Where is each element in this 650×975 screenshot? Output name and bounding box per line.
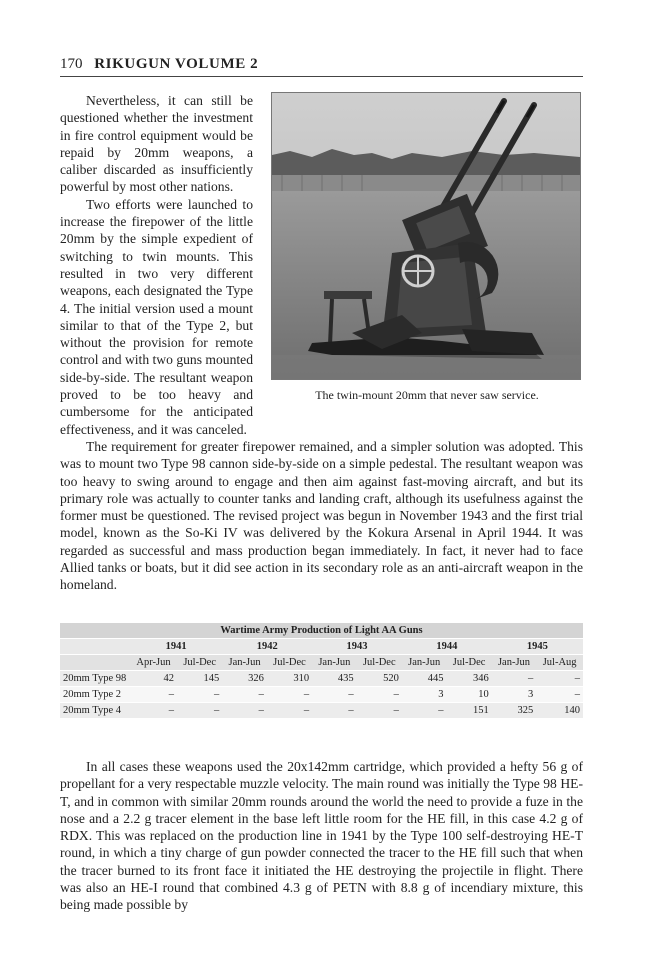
table-cell: 3 (402, 687, 447, 703)
year-header: 1942 (222, 639, 312, 655)
period-header: Jul-Dec (357, 655, 402, 671)
table-cell: 325 (492, 703, 537, 719)
year-header: 1945 (492, 639, 583, 655)
table-cell: 310 (267, 671, 312, 687)
figure-caption: The twin-mount 20mm that never saw service. (315, 388, 539, 402)
period-header: Jul-Dec (177, 655, 222, 671)
table-cell: 42 (130, 671, 177, 687)
row-label: 20mm Type 4 (60, 703, 130, 719)
table-cell: – (312, 703, 357, 719)
table-cell: 151 (446, 703, 491, 719)
table-cell: 3 (492, 687, 537, 703)
table-cell: 140 (536, 703, 583, 719)
table-cell: – (357, 703, 402, 719)
table-cell: – (312, 687, 357, 703)
table-cell: – (130, 703, 177, 719)
table-cell: – (130, 687, 177, 703)
table-cell: – (177, 687, 222, 703)
figure (271, 92, 583, 404)
period-header: Jul-Dec (267, 655, 312, 671)
page-number: 170 (60, 56, 83, 72)
running-header (60, 56, 583, 77)
table-cell: 10 (446, 687, 491, 703)
table-cell: – (402, 703, 447, 719)
paragraph: Two efforts were launched to increase the firepower of the little 20mm by the simple expedient of switching to twin mounts. This resulted in two very different weapons, each designated the Type 4. The initial version used a mount similar to that of the Type 2, but without the provision for remote control and with two guns mounted side-by-side. The resultant weapon proved to be too heavy and cumbersome for the anticipated effectiveness, and it was canceled. (60, 196, 253, 437)
period-header: Jul-Dec (446, 655, 491, 671)
book-title: RIKUGUN VOLUME 2 (94, 56, 259, 72)
year-header: 1941 (130, 639, 222, 655)
paragraph: The requirement for greater firepower remained, and a simpler solution was adopted. This was to mount two Type 98 cannon side-by-side on a simple pedestal. The resultant weapon was too heavy to swing around to engage and then aim against fast-moving aircraft, and but its primary role was actually to counter tanks and landing craft, although its usefulness against the former must be questioned. The revised project was begun in November 1943 and the first trial model, known as the So-Ki IV was delivered by the Kokura Arsenal in April 1944. It was regarded as successful and mass production began immediately. In fact, it never had to face Allied tanks or boats, but it did see action in its secondary role as an anti-aircraft weapon in the homeland. (60, 438, 583, 593)
top-text-block (60, 92, 583, 594)
table-cell: – (267, 703, 312, 719)
table-cell: – (536, 671, 583, 687)
table-cell: 520 (357, 671, 402, 687)
empty-header-cell (60, 655, 130, 671)
table-cell: – (357, 687, 402, 703)
year-header: 1944 (402, 639, 492, 655)
table-row (60, 671, 583, 687)
paragraph: In all cases these weapons used the 20x142mm cartridge, which provided a hefty 56 g of propellant for a very respectable muzzle velocity. The main round was initially the Type 98 HE-T, and in common with similar 20mm rounds around the world the need to provide a fuze in the nose and a 2.2 g tracer element in the base left little room for the HE fill, in this case 4.2 g of RDX. This was replaced on the production line in 1941 by the Type 100 self-destroying HE-T round, in which a tiny charge of gun powder connected the tracer to the HE fill such that when the tracer burned to its front face it initiated the HE destroying the projectile in flight. There was also an HE-I round that combined 4.3 g of PETN with 8.8 g of incendiary mixture, this being made possible by (60, 759, 583, 913)
table-row (60, 687, 583, 703)
production-table (60, 623, 583, 719)
twin-mount-gun-photo (271, 92, 581, 380)
table-caption: Wartime Army Production of Light AA Guns (60, 623, 583, 639)
period-header: Jan-Jun (222, 655, 267, 671)
table-cell: 145 (177, 671, 222, 687)
row-label: 20mm Type 2 (60, 687, 130, 703)
table-cell: – (492, 671, 537, 687)
table-cell: – (177, 703, 222, 719)
empty-header-cell (60, 639, 130, 655)
paragraph: Nevertheless, it can still be questioned whether the investment in fire control equipment would be repaid by 20mm weapons, a caliber discarded as insufficiently powerful by most other nations. (60, 93, 253, 195)
period-header: Jan-Jun (402, 655, 447, 671)
table-cell: 346 (446, 671, 491, 687)
period-header: Jan-Jun (492, 655, 537, 671)
period-header: Jul-Aug (536, 655, 583, 671)
year-header: 1943 (312, 639, 402, 655)
bottom-text-block (60, 758, 583, 914)
table-cell: – (267, 687, 312, 703)
table-cell: 326 (222, 671, 267, 687)
table-cell: – (222, 703, 267, 719)
table-cell: – (536, 687, 583, 703)
table-cell: 435 (312, 671, 357, 687)
table-row (60, 703, 583, 719)
table-cell: – (222, 687, 267, 703)
row-label: 20mm Type 98 (60, 671, 130, 687)
table-cell: 445 (402, 671, 447, 687)
period-header: Apr-Jun (130, 655, 177, 671)
period-header: Jan-Jun (312, 655, 357, 671)
